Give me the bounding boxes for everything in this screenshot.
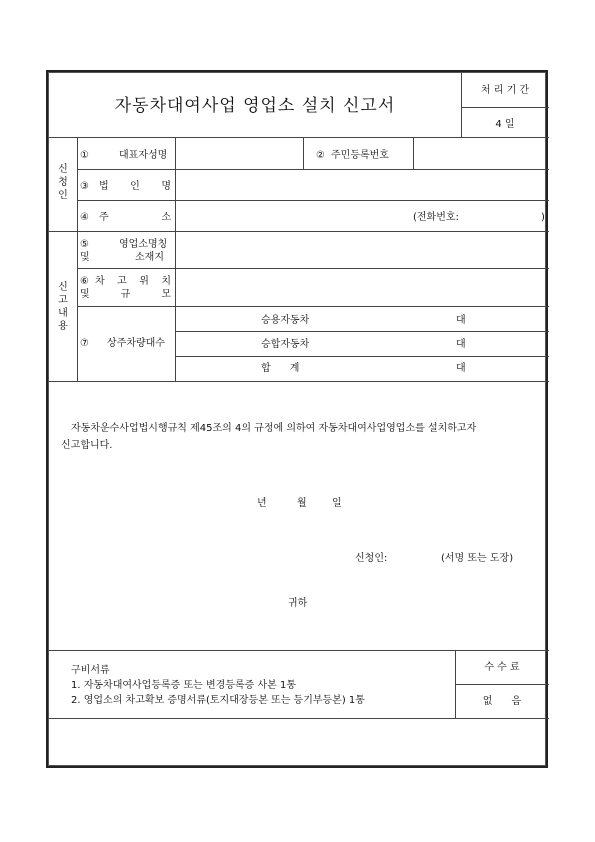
section-label-char: 신 <box>58 282 68 293</box>
report-section-label <box>56 281 70 333</box>
form-title: 자동차대여사업 영업소 설치 신고서 <box>114 96 396 116</box>
divider <box>175 137 176 231</box>
fee-label: 수 수 료 <box>484 662 520 673</box>
divider <box>413 137 414 169</box>
van-unit: 대 <box>456 339 466 350</box>
van-label: 승합자동차 <box>261 339 310 350</box>
divider <box>175 356 549 357</box>
corp-name-number: ③ <box>80 181 89 192</box>
processing-period-label: 처 리 기 간 <box>480 85 530 96</box>
label-char: 치 <box>161 276 171 287</box>
addressee: 귀하 <box>288 598 308 609</box>
divider <box>49 718 549 719</box>
section-label-char: 고 <box>58 295 68 306</box>
address-number: ④ <box>80 212 89 223</box>
passenger-car-unit: 대 <box>456 315 466 326</box>
report-form <box>46 70 548 768</box>
divider <box>461 107 549 108</box>
address-field[interactable] <box>179 204 409 226</box>
label-char: 고 <box>117 276 127 287</box>
vehicles-number: ⑦ <box>80 338 89 349</box>
divider <box>77 268 549 269</box>
date-day: 일 <box>332 498 342 509</box>
section-label-char: 신 <box>58 164 68 175</box>
rep-name-number: ① <box>80 150 89 161</box>
rep-name-label: 대표자성명 <box>119 150 168 161</box>
total-label: 합 계 <box>261 363 300 374</box>
label-char: 모 <box>161 289 171 300</box>
phone-close-paren: ) <box>541 212 545 223</box>
sign-or-seal-label: (서명 또는 도장) <box>441 553 514 564</box>
office-name-label: 영업소명칭 <box>119 239 168 250</box>
total-unit: 대 <box>456 363 466 374</box>
applicant-sign-label: 신청인: <box>355 553 388 564</box>
divider <box>49 650 549 651</box>
label-char: 주 <box>99 212 109 223</box>
divider <box>49 381 549 382</box>
document-item: 1. 자동차대여사업등록증 또는 변경등록증 사본 1통 <box>71 680 296 691</box>
applicant-section-label <box>56 163 70 202</box>
resident-id-label: 주민등록번호 <box>331 150 389 161</box>
office-and-label: 및 <box>80 252 90 263</box>
divider <box>303 137 304 169</box>
label-char: 차 <box>95 276 105 287</box>
resident-id-field[interactable] <box>417 141 545 163</box>
divider <box>49 137 549 138</box>
statement-line-1: 자동차운수사업법시행규칙 제45조의 4의 규정에 의하여 자동차대여사업영업소를 설치하고자 <box>71 423 477 434</box>
vehicles-label: 상주차량대수 <box>107 338 165 349</box>
phone-label: (전화번호: <box>413 212 459 223</box>
section-label-char: 청 <box>58 177 68 188</box>
divider <box>77 200 549 201</box>
documents-title: 구비서류 <box>71 665 110 676</box>
address-label <box>99 212 171 224</box>
divider <box>49 231 549 232</box>
section-label-char: 용 <box>58 321 68 332</box>
statement-line-2: 신고합니다. <box>61 440 113 451</box>
document-item: 2. 영업소의 차고확보 증명서류(토지대장등본 또는 등기부등본) 1통 <box>71 695 365 706</box>
label-char: 위 <box>139 276 149 287</box>
garage-size-label <box>80 289 171 301</box>
divider <box>175 331 549 332</box>
corp-name-field[interactable] <box>179 173 545 195</box>
label-char: 인 <box>130 181 140 192</box>
office-location-label: 소재지 <box>135 252 164 263</box>
passenger-car-label: 승용자동차 <box>261 315 310 326</box>
office-name-field[interactable] <box>179 235 545 265</box>
label-char: 소 <box>161 212 171 223</box>
label-char: 법 <box>99 181 109 192</box>
divider <box>77 137 78 231</box>
fee-value: 없 음 <box>482 696 522 707</box>
garage-field[interactable] <box>179 272 545 302</box>
office-number: ⑤ <box>80 239 89 250</box>
resident-id-number: ② <box>316 150 325 161</box>
section-label-char: 인 <box>58 190 68 201</box>
divider <box>455 684 549 685</box>
date-year: 년 <box>257 498 267 509</box>
garage-location-label <box>95 276 171 288</box>
label-char: 및 <box>80 289 90 300</box>
form-inner-border <box>48 72 546 766</box>
processing-period-value: 4 일 <box>495 119 515 130</box>
divider <box>77 306 549 307</box>
label-char: 명 <box>161 181 171 192</box>
corp-name-label <box>99 181 171 193</box>
section-label-char: 내 <box>58 308 68 319</box>
date-month: 월 <box>297 498 307 509</box>
garage-number: ⑥ <box>80 276 89 287</box>
divider <box>77 169 549 170</box>
rep-name-field[interactable] <box>179 141 299 163</box>
label-char: 규 <box>120 289 131 300</box>
